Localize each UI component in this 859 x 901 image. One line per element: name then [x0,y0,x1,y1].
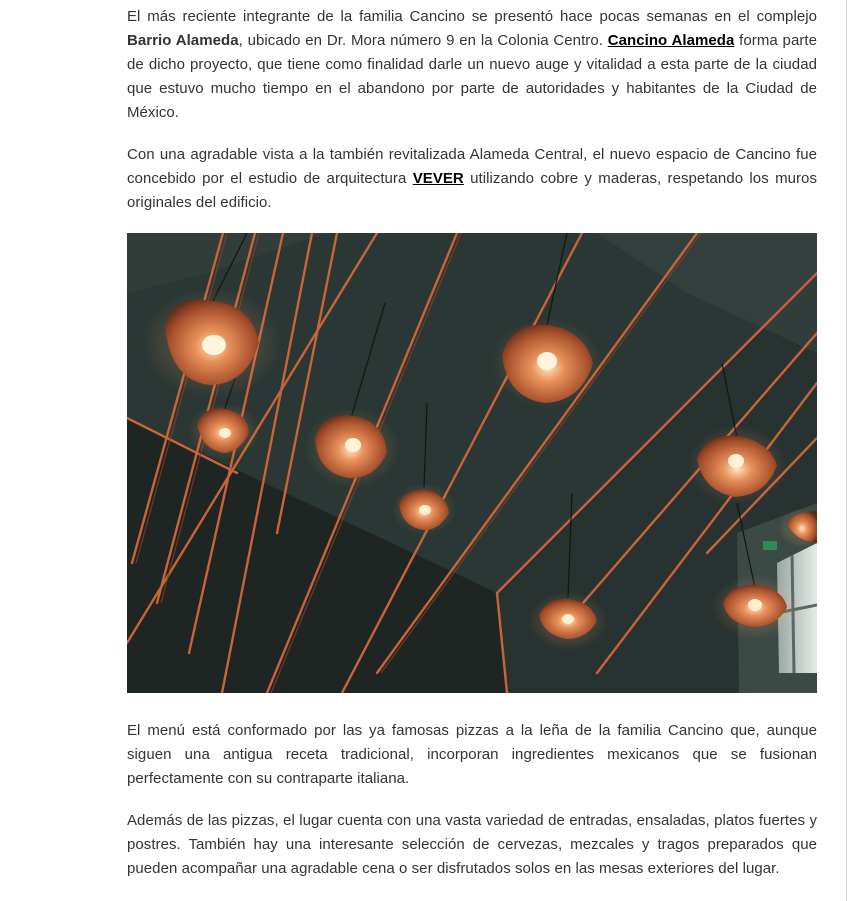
intro-text-1: El más reciente integrante de la familia Cancino se presentó hace pocas semanas en el complejo [127,8,817,25]
intro-text-3: forma parte de dicho proyecto, que tiene como finalidad darle un nuevo auge y vitalidad a esta parte de la ciudad que estuvo mucho tiempo en el abandono por parte de autoridades y habitantes de la Ciudad de México. [127,32,817,121]
architecture-text-2: utilizando cobre y maderas, respetando los muros originales del edificio. [127,170,817,211]
paragraph-extras: Además de las pizzas, el lugar cuenta con una vasta variedad de entradas, ensaladas, platos fuertes y postres. También hay una interesante selección de cervezas, mezcales y tragos preparados que pueden acompañar una agradable cena o ser disfrutados solos en las mesas exteriores del lugar. [127,812,817,877]
intro-text-2: , ubicado en Dr. Mora número 9 en la Colonia Centro. [238,32,608,49]
paragraph-intro [127,5,817,125]
architecture-text-1: Con una agradable vista a la también revitalizada Alameda Central, el nuevo espacio de Cancino fue concebido por el estudio de arquitectura [127,146,817,187]
paragraph-menu: El menú está conformado por las ya famosas pizzas a la leña de la familia Cancino que, aunque siguen una antigua receta tradicional, incorporan ingredientes mexicanos que se fusionan perfectamente con su contraparte italiana. [127,722,817,787]
barrio-alameda-bold: Barrio Alameda [127,32,239,49]
copper-lamps-photo [127,233,817,693]
page-edge-divider [846,0,847,901]
cancino-alameda-link[interactable]: Cancino Alameda [607,32,735,49]
paragraph-architecture [127,143,817,215]
article-body [127,5,817,899]
vever-link[interactable]: VEVER [412,170,464,187]
